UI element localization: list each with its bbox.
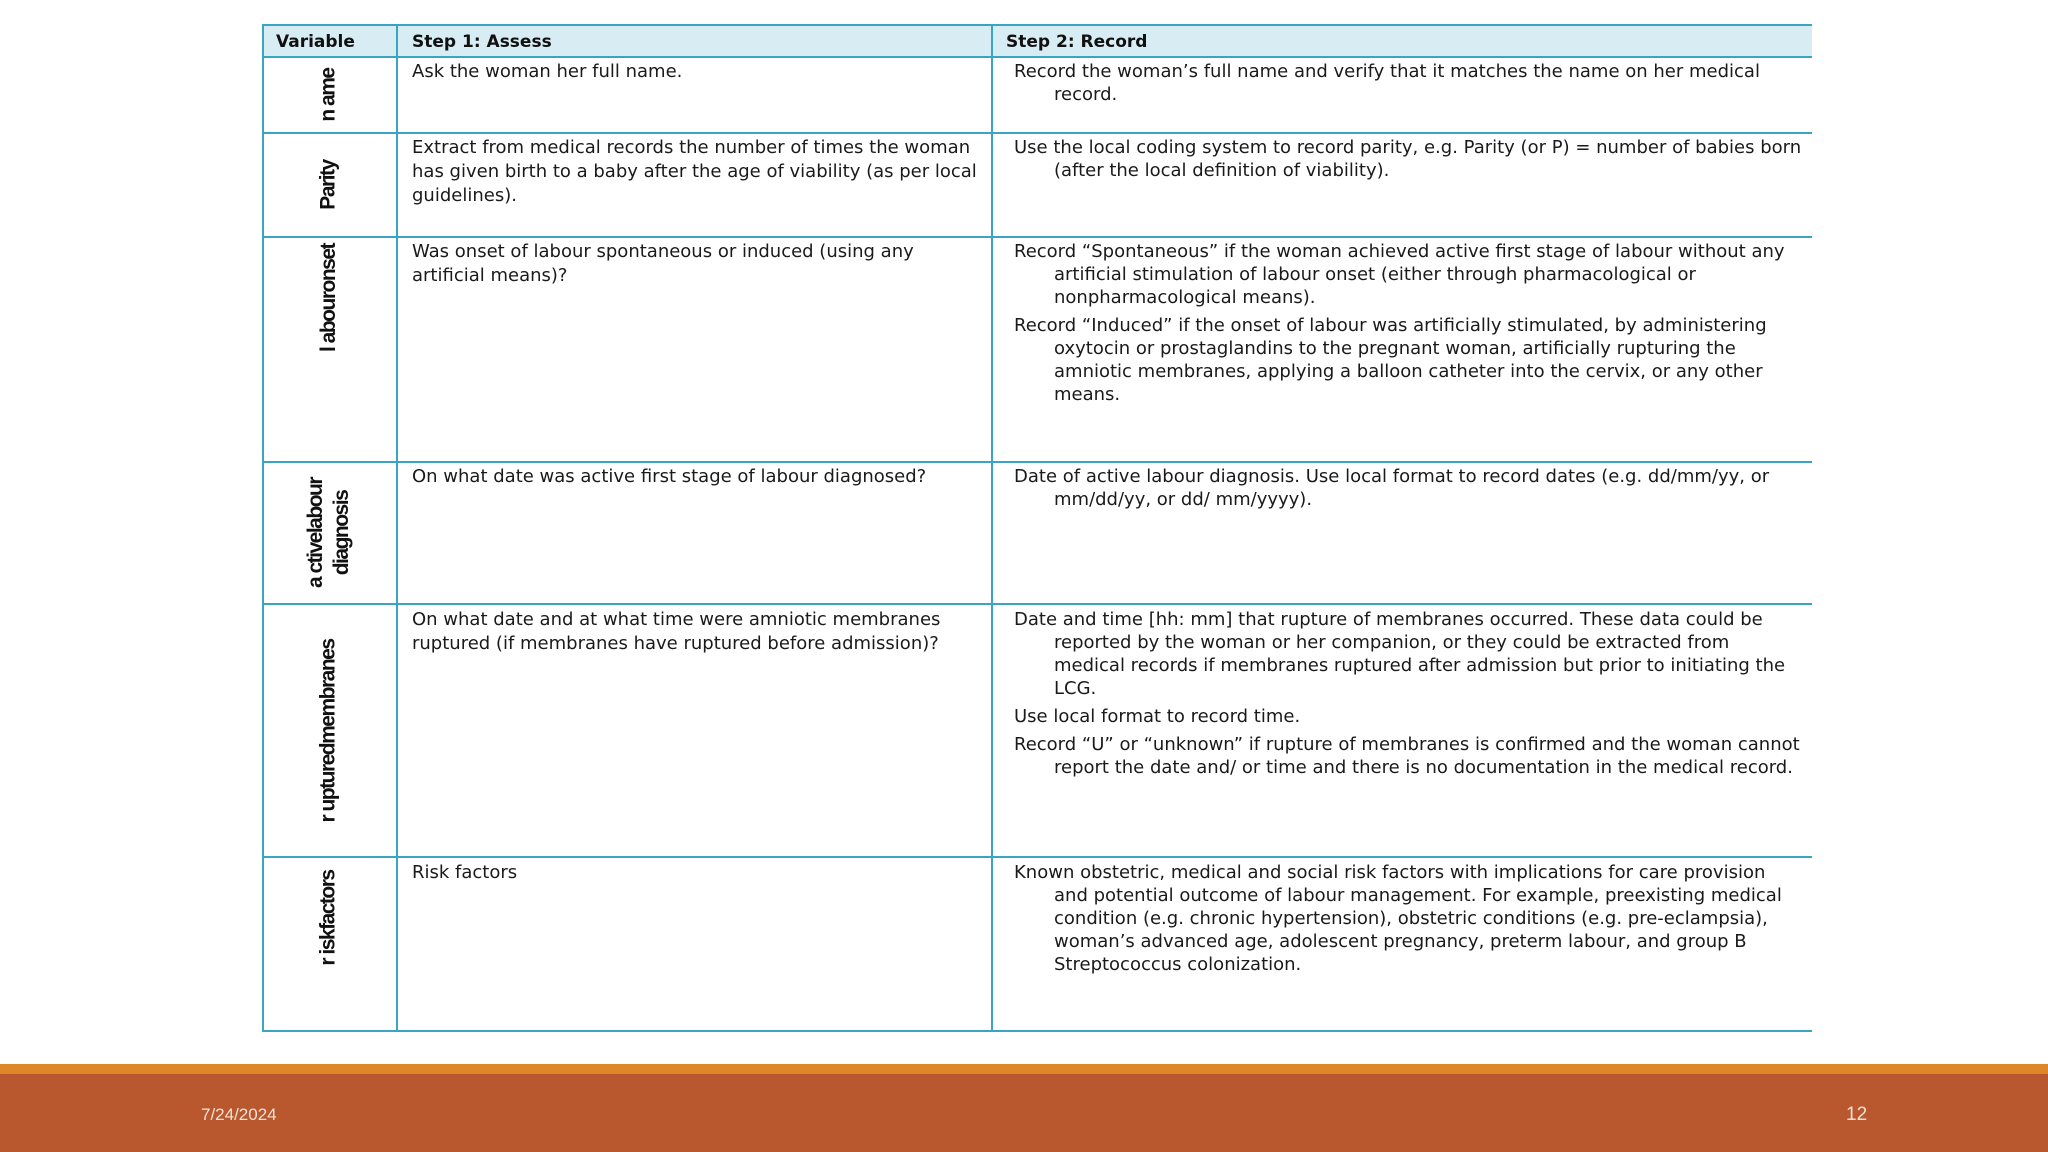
variable-label-ruptured-membranes: r upturedmembranes [317, 638, 340, 823]
assess-cell: Ask the woman her full name. [412, 61, 683, 82]
assess-cell: On what date was active first stage of labour diagnosed? [412, 466, 927, 487]
page-number: 12 [1846, 1104, 1868, 1125]
record-cell [1014, 136, 1804, 187]
table-border [262, 24, 1812, 26]
table-border [262, 236, 1812, 238]
variable-cell [262, 605, 396, 856]
variable-label-active-labour-diagnosis: a ctivelabour diagnosis [304, 477, 353, 589]
record-paragraph: Record “Spontaneous” if the woman achieved active first stage of labour without any artificial stimulation of labour onset (either through pharmacological or nonpharmacological means). [1014, 241, 1785, 308]
variable-label-name: n ame [316, 68, 340, 122]
assess-cell: On what date and at what time were amniotic membranes ruptured (if membranes have ruptured before admission)? [412, 609, 941, 654]
record-cell [1014, 60, 1804, 111]
table-border [262, 856, 1812, 858]
assess-cell: Risk factors [412, 862, 518, 883]
header-variable: Variable [276, 32, 355, 52]
assess-cell: Was onset of labour spontaneous or induced (using any artificial means)? [412, 241, 914, 286]
table-border [262, 603, 1812, 605]
record-cell [1014, 861, 1804, 981]
footer-accent-stripe [0, 1064, 2048, 1074]
table-border [396, 24, 398, 1032]
variables-table [262, 24, 1812, 1032]
table-border [262, 1030, 1812, 1032]
variable-cell [262, 463, 396, 603]
variable-label-parity: Parity [317, 160, 340, 210]
record-paragraph: Use the local coding system to record parity, e.g. Parity (or P) = number of babies born (after the local definition of viability). [1014, 137, 1802, 181]
record-cell [1014, 465, 1804, 516]
assess-cell: Extract from medical records the number of times the woman has given birth to a baby after the age of viability (as per local guidelines). [412, 137, 977, 206]
record-paragraph: Date of active labour diagnosis. Use local format to record dates (e.g. dd/mm/yy, or mm/dd/yy, or dd/ mm/yyyy). [1014, 466, 1770, 510]
table-border [262, 461, 1812, 463]
record-cell [1014, 240, 1804, 411]
record-paragraph: Date and time [hh: mm] that rupture of membranes occurred. These data could be reported by the woman or her companion, or they could be extracted from medical records if membranes ruptured after admission but prior to initiating the LCG. [1014, 609, 1786, 699]
variable-label-risk-factors: r iskfactors [316, 870, 340, 966]
variable-cell [262, 58, 396, 132]
record-paragraph: Record the woman’s full name and verify that it matches the name on her medical record. [1014, 61, 1760, 105]
footer-band [0, 1074, 2048, 1152]
record-paragraph: Known obstetric, medical and social risk factors with implications for care provision and potential outcome of labour management. For example, preexisting medical condition (e.g. chronic hypertension), obstetric conditions (e.g. pre-eclampsia), woman’s advanced age, adolescent pregnancy, preterm labour, and group B Streptococcus colonization. [1014, 862, 1782, 975]
record-cell [1014, 608, 1804, 784]
record-paragraph: Record “U” or “unknown” if rupture of membranes is confirmed and the woman cannot report the date and/ or time and there is no documentation in the medical record. [1014, 734, 1800, 778]
variable-cell [262, 134, 396, 236]
variable-cell [262, 238, 396, 358]
table-border [262, 132, 1812, 134]
variable-cell [262, 858, 396, 978]
table-border [991, 24, 993, 1032]
record-paragraph: Use local format to record time. [1014, 706, 1301, 727]
footer-date: 7/24/2024 [201, 1105, 277, 1124]
header-step-1-assess: Step 1: Assess [412, 32, 552, 52]
record-paragraph: Record “Induced” if the onset of labour was artificially stimulated, by administering oxytocin or prostaglandins to the pregnant woman, artificially rupturing the amniotic membranes, applying a balloon catheter into the cervix, or any other means. [1014, 315, 1767, 405]
table-border [262, 56, 1812, 58]
header-step-2-record: Step 2: Record [1006, 32, 1148, 52]
variable-label-labour-onset: l abouronset [316, 243, 340, 353]
